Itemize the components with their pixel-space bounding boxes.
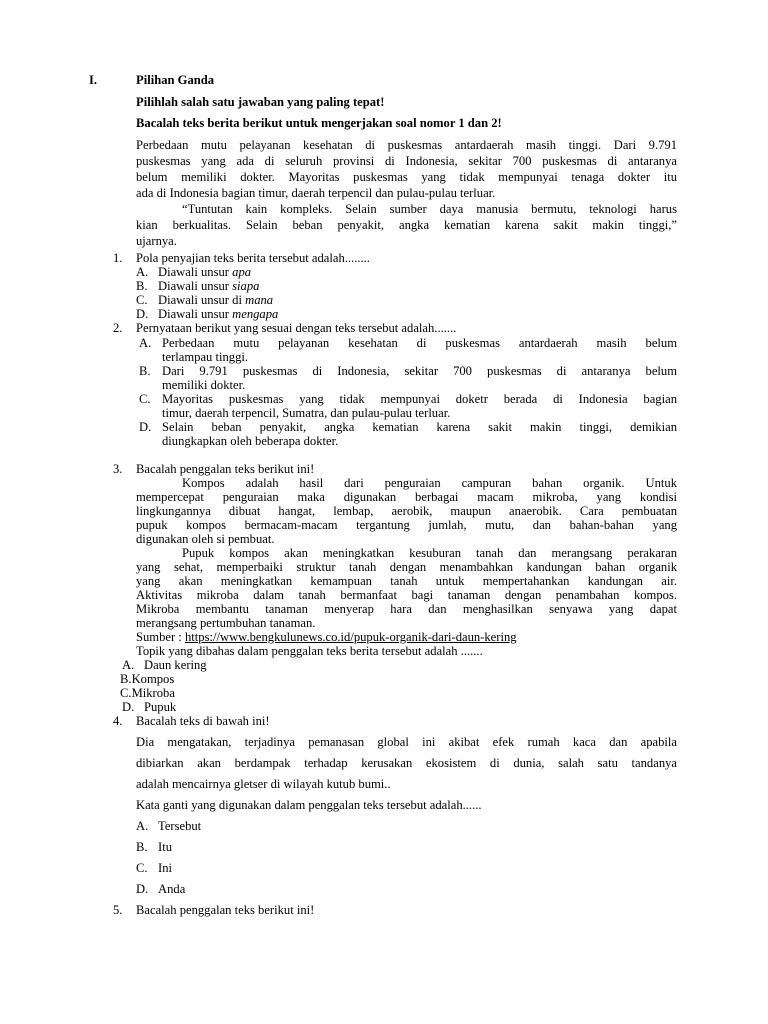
q3-passage-line: Kompos adalah hasil dari penguraian campuran bahan organik. Untuk — [182, 476, 677, 490]
option-text: Kompos — [131, 672, 175, 686]
q3-passage-line: digunakan oleh si pembuat. — [136, 532, 275, 546]
q2-option-d-line1: Selain beban penyakit, angka kematian karena sakit makin tinggi, demikian — [162, 420, 677, 434]
source-label: Sumber : — [136, 630, 185, 644]
q3-passage-line: mempercepat penguraian maka digunakan berbagai macam mikroba, yang kondisi — [136, 490, 677, 504]
option-letter: B. — [136, 840, 148, 854]
q2-text: Pernyataan berikut yang sesuai dengan teks tersebut adalah....... — [136, 321, 457, 335]
q3-passage-line: pupuk kompos bermacam-macam tergantung jumlah, mutu, dan bahan-bahan yang — [136, 518, 677, 532]
option-letter: A. — [122, 658, 135, 672]
passage1-line: “Tuntutan kain kompleks. Selain sumber daya manusia bermutu, teknologi harus — [182, 202, 677, 216]
section-title: Pilihan Ganda — [136, 73, 215, 87]
q4-passage-line: adalah mencairnya gletser di wilayah kutub bumi.. — [136, 777, 391, 791]
option-text: Daun kering — [144, 658, 207, 672]
option-text — [158, 294, 273, 307]
q4-option-b — [136, 840, 172, 854]
option-prefix: Diawali unsur di — [158, 293, 246, 307]
passage1-line: puskesmas yang ada di seluruh provinsi di Indonesia, sekitar 700 puskesmas di antaranya — [136, 154, 677, 168]
option-text: Pupuk — [144, 700, 177, 714]
q4-prompt: Kata ganti yang digunakan dalam penggalan teks tersebut adalah...... — [136, 798, 482, 812]
q3-source — [136, 631, 517, 644]
q2-option-b-letter: B. — [139, 364, 151, 378]
q1-option-c — [136, 293, 274, 307]
q2-option-a-line2: terlampau tinggi. — [162, 350, 249, 364]
source-link[interactable]: https://www.bengkulunews.co.id/pupuk-organik-dari-daun-kering — [184, 630, 517, 644]
option-emphasis: siapa — [232, 279, 260, 293]
q2-option-b-line2: memiliki dokter. — [162, 378, 246, 392]
q4-option-d — [136, 882, 186, 896]
q3-option-a — [122, 658, 207, 672]
q4-option-a — [136, 819, 202, 833]
q2-option-d-line2: diungkapkan oleh beberapa dokter. — [162, 434, 339, 448]
option-letter: D. — [136, 882, 149, 896]
q2-option-d-letter: D. — [139, 420, 152, 434]
reading-instruction: Bacalah teks berita berikut untuk mengerjakan soal nomor 1 dan 2! — [136, 116, 502, 130]
q3-passage-line: Pupuk kompos akan meningkatkan kesuburan tanah dan merangsang perakaran — [182, 546, 677, 560]
option-text: Itu — [158, 840, 172, 854]
q5-number: 5. — [113, 903, 123, 917]
q3-prompt: Topik yang dibahas dalam penggalan teks berita tersebut adalah ....... — [136, 644, 483, 658]
option-text — [158, 266, 251, 279]
option-emphasis: apa — [232, 265, 252, 279]
option-text — [158, 280, 259, 293]
option-text: Ini — [158, 861, 172, 875]
option-prefix: Diawali unsur — [158, 279, 233, 293]
q2-option-a-line1: Perbedaan mutu pelayanan kesehatan di puskesmas antardaerah masih belum — [162, 336, 677, 350]
option-letter: A. — [136, 265, 149, 279]
q5-text: Bacalah penggalan teks berikut ini! — [136, 903, 315, 917]
option-emphasis: mengapa — [232, 307, 279, 321]
option-letter: C. — [120, 686, 132, 700]
option-text — [158, 308, 278, 321]
q3-passage-line: yang sehat, memperbaiki struktur tanah dengan menambahkan kandungan bahan organik — [136, 560, 677, 574]
q4-text: Bacalah teks di bawah ini! — [136, 714, 270, 728]
option-letter: D. — [136, 307, 149, 321]
section-numeral: I. — [89, 73, 98, 87]
option-prefix: Diawali unsur — [158, 307, 233, 321]
q3-passage-line: Mikroba membantu tanaman menyerap hara dan menghasilkan senyawa yang dapat — [136, 602, 677, 616]
q4-passage-line: dibiarkan akan berdampak terhadap kerusakan ekosistem di dunia, salah satu tandanya — [136, 756, 677, 770]
q2-number: 2. — [113, 321, 123, 335]
passage1-line: ada di Indonesia bagian timur, daerah terpencil dan pulau-pulau terluar. — [136, 186, 496, 200]
q2-option-c-line1: Mayoritas puskesmas yang tidak mempunyai doketr berada di Indonesia bagian — [162, 392, 677, 406]
q1-number: 1. — [113, 251, 123, 265]
q2-option-b-line1: Dari 9.791 puskesmas di Indonesia, sekitar 700 puskesmas di antaranya belum — [162, 364, 677, 378]
q3-passage-line: yang akan meningkatkan kemampuan tanah untuk mempertahankan kandungan air. — [136, 574, 677, 588]
q2-option-a-letter: A. — [139, 336, 152, 350]
q3-number: 3. — [113, 462, 123, 476]
q3-text: Bacalah penggalan teks berikut ini! — [136, 462, 315, 476]
q4-number: 4. — [113, 714, 123, 728]
instruction: Pilihlah salah satu jawaban yang paling tepat! — [136, 95, 385, 109]
option-letter: A. — [136, 819, 149, 833]
q1-option-d — [136, 307, 279, 321]
option-letter: C. — [136, 861, 148, 875]
q1-text: Pola penyajian teks berita tersebut adalah........ — [136, 251, 370, 265]
q3-option-d — [122, 700, 177, 714]
q4-option-c — [136, 861, 172, 875]
option-text: Anda — [158, 882, 186, 896]
q3-passage-line: Aktivitas mikroba dalam tanah bermanfaat bagi tanaman dengan penambahan kompos. — [136, 588, 677, 602]
option-letter: C. — [136, 293, 148, 307]
q2-option-c-letter: C. — [139, 392, 151, 406]
option-letter: D. — [122, 700, 135, 714]
q2-option-c-line2: timur, daerah terpencil, Sumatra, dan pulau-pulau terluar. — [162, 406, 451, 420]
passage1-line: kian berkualitas. Selain beban penyakit, angka kematian karena sakit makin tinggi,” — [136, 218, 677, 232]
q1-option-b — [136, 279, 260, 293]
q3-option-c — [120, 687, 175, 700]
option-prefix: Diawali unsur — [158, 265, 233, 279]
option-letter: B. — [120, 672, 132, 686]
q4-passage-line: Dia mengatakan, terjadinya pemanasan global ini akibat efek rumah kaca dan apabila — [136, 735, 677, 749]
q1-option-a — [136, 265, 252, 279]
option-emphasis: mana — [245, 293, 274, 307]
option-letter: B. — [136, 279, 148, 293]
option-text: Mikroba — [131, 686, 175, 700]
option-text: Tersebut — [158, 819, 202, 833]
q3-passage-line: lingkungannya dibuat hangat, lembap, aerobik, maupun anaerobik. Cara pembuatan — [136, 504, 677, 518]
q3-passage-line: merangsang pertumbuhan tanaman. — [136, 616, 316, 630]
q3-option-b — [120, 673, 174, 686]
passage1-line: ujarnya. — [136, 234, 177, 248]
passage1-line: belum memiliki dokter. Mayoritas puskesmas yang tidak mempunyai tenaga dokter itu — [136, 170, 677, 184]
passage1-line: Perbedaan mutu pelayanan kesehatan di puskesmas antardaerah masih tinggi. Dari 9.791 — [136, 138, 677, 152]
